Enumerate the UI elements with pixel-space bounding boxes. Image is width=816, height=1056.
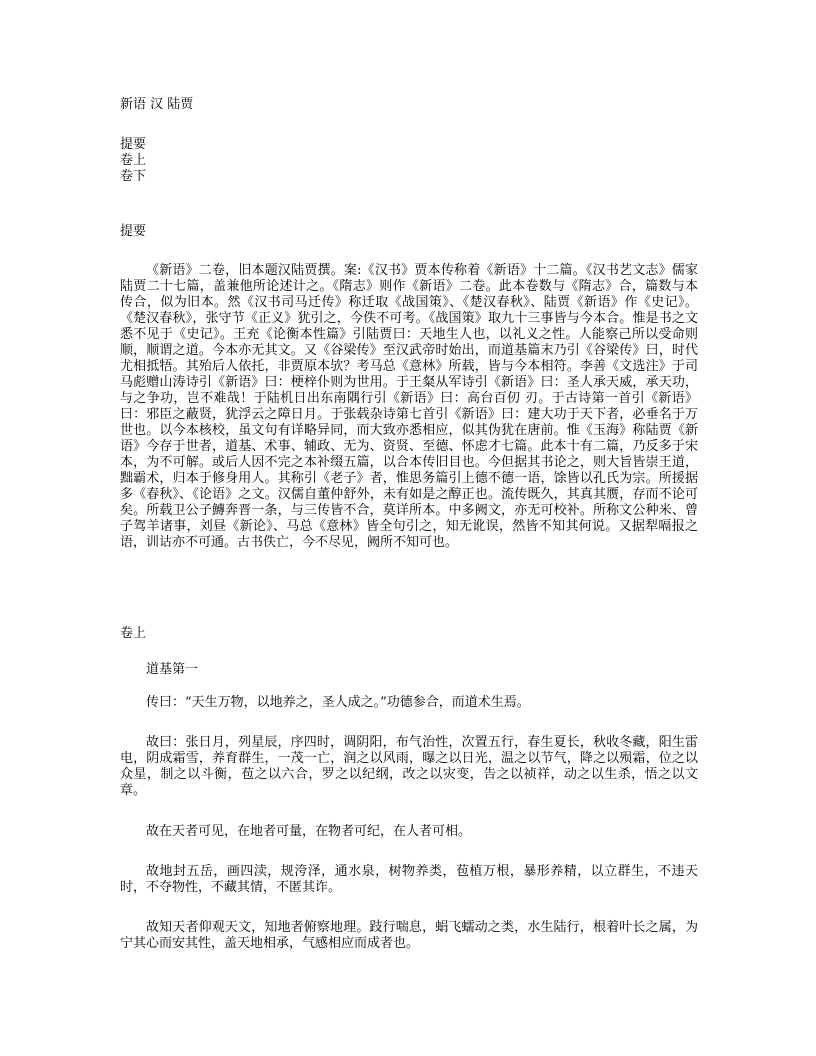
body-paragraph-1: 传曰：“天生万物，以地养之，圣人成之。”功德参合，而道术生焉。 (146, 695, 530, 710)
toc-item-vol2[interactable]: 卷下 (120, 169, 147, 184)
volume-heading: 卷上 (120, 626, 147, 641)
summary-heading: 提要 (120, 224, 147, 239)
body-paragraph-4: 故地封五岳，画四渎，规洿泽，通水泉，树物养类，苞植万根，暴形养精，以立群生，不违天时，不夺物性，不藏其情，不匿其诈。 (120, 864, 698, 895)
body-paragraph-2: 故曰：张日月，列星辰，序四时，调阴阳，布气治性，次置五行，春生夏长，秋收冬藏，阳生雷电，阴成霜雪，养育群生，一茂一亡，润之以风雨，曝之以日光，温之以节气，降之以殒霜，位之以众星，制之以斗衡，苞之以六合，罗之以纪纲，改之以灾变，告之以祯祥，动之以生杀，悟之以文章。 (120, 735, 698, 798)
chapter-heading: 道基第一 (146, 662, 199, 677)
document-title: 新语 汉 陆贾 (120, 97, 194, 112)
toc-item-vol1[interactable]: 卷上 (120, 153, 147, 168)
body-paragraph-3: 故在天者可见，在地者可量，在物者可纪，在人者可相。 (146, 824, 472, 839)
body-paragraph-5: 故知天者仰观天文，知地者俯察地理。跂行喘息，蜎飞蠕动之类，水生陆行，根着叶长之属，为宁其心而安其性，盖天地相承，气感相应而成者也。 (120, 920, 698, 951)
toc-item-summary[interactable]: 提要 (120, 137, 147, 152)
summary-paragraph: 《新语》二卷，旧本题汉陆贾撰。案:《汉书》贾本传称着《新语》十二篇。《汉书艺文志》儒家陆贾二十七篇，盖兼他所论述计之。《隋志》则作《新语》二卷。此本卷数与《隋志》合，篇数与本传合，似为旧本。然《汉书司马迁传》称迁取《战国策》、《楚汉春秋》、陆贾《新语》作《史记》。《楚汉春秋》，张守节《正义》犹引之，今佚不可考。《战国策》取九十三事皆与今本合。惟是书之文悉不见于《史记》。王充《论衡本性篇》引陆贾曰：天地生人也，以礼义之性。人能察己所以受命则顺，顺谓之道。今本亦无其文。又《谷梁传》至汉武帝时始出，而道基篇末乃引《谷梁传》曰，时代尤相抵牾。其殆后人依托，非贾原本欤？考马总《意林》所载，皆与今本相符。李善《文选注》于司马彪赠山涛诗引《新语》曰：梗梓仆则为世用。于王粲从军诗引《新语》曰：圣人承天威，承天功，与之争功，岂不难哉！于陆机日出东南隅行引《新语》曰：高台百仞 刃。于古诗第一首引《新语》曰：邪臣之蔽贤，犹浮云之障日月。于张载杂诗第七首引《新语》曰：建大功于天下者，必垂名于万世也。以今本核校，虽文句有详略异同，而大致亦悉相应，似其伪犹在唐前。惟《玉海》称陆贾《新语》今存于世者，道基、术事、辅政、无为、资贤、至德、怀虑才七篇。此本十有二篇，乃反多于宋本，为不可解。或后人因不完之本补缀五篇，以合本传旧目也。今但据其书论之，则大旨皆崇王道，黜霸术，归本于修身用人。其称引《老子》者，惟思务篇引上德不德一语，馀皆以孔氏为宗。所援据多《春秋》、《论语》之文。汉儒自董仲舒外，未有如是之醇正也。流传既久，其真其赝，存而不论可矣。所载卫公子鱄奔晋一条，与三传皆不合，莫详所本。中多阙文，亦无可校补。所称文公种米、曾子驾羊诸事，刘昼《新论》、马总《意林》皆全句引之，知无讹误，然皆不知其何说。又据犁嗝报之语，训诂亦不可通。古书佚亡，今不尽见，阙所不知可也。 (120, 263, 698, 550)
